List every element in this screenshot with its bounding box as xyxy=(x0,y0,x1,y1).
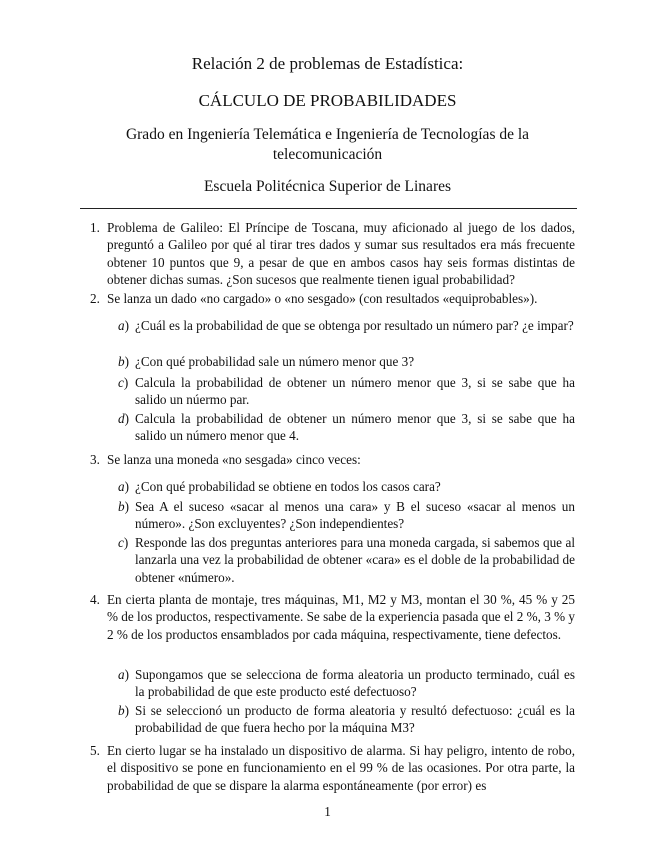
part-label: d) xyxy=(118,411,129,426)
part-text: Calcula la probabilidad de obtener un número menor que 3, si se sabe que ha salido un número menor que 4. xyxy=(135,411,575,444)
problem-2-part-a xyxy=(118,317,575,334)
problem-3-part-c xyxy=(118,534,575,586)
problem-3-part-a xyxy=(118,478,575,495)
part-label: a) xyxy=(118,318,129,333)
part-text: ¿Con qué probabilidad sale un número menor que 3? xyxy=(135,354,415,369)
part-text: Si se seleccionó un producto de forma aleatoria y resultó defectuoso: ¿cuál es la probabilidad de que fuera hecho por la máquina M3? xyxy=(135,703,575,736)
problem-4-part-a xyxy=(118,666,575,701)
part-text: ¿Cuál es la probabilidad de que se obtenga por resultado un número par? ¿e impar? xyxy=(135,318,574,333)
problem-number: 4. xyxy=(90,592,100,607)
degree-name: Grado en Ingeniería Telemática e Ingeniería de Tecnologías de la telecomunicación xyxy=(125,126,530,163)
part-text: Sea A el suceso «sacar al menos una cara» y B el suceso «sacar al menos un número». ¿Son excluyentes? ¿Son independientes? xyxy=(135,499,575,532)
part-label: b) xyxy=(118,354,129,369)
part-text: Supongamos que se selecciona de forma aleatoria un producto terminado, cuál es la probabilidad de que este producto esté defectuoso? xyxy=(135,667,575,700)
part-label: b) xyxy=(118,499,129,514)
problem-2-part-b xyxy=(118,353,575,370)
page-number: 1 xyxy=(324,804,331,819)
problem-3-part-b xyxy=(118,498,575,533)
problem-1 xyxy=(90,219,575,288)
problem-2-part-c xyxy=(118,374,575,409)
problem-2 xyxy=(90,290,575,307)
part-text: Responde las dos preguntas anteriores para una moneda cargada, si sabemos que al lanzarla una vez la probabilidad de obtener «cara» es el doble de la probabilidad de obtener «número». xyxy=(135,535,575,585)
problem-number: 2. xyxy=(90,291,100,306)
problem-2-part-d xyxy=(118,410,575,445)
part-label: a) xyxy=(118,479,129,494)
problem-number: 1. xyxy=(90,220,100,235)
problem-text: En cierta planta de montaje, tres máquinas, M1, M2 y M3, montan el 30 %, 45 % y 25 % de los productos, respectivamente. Se sabe de la experiencia pasada que el 2 %, 3 % y 2 % de los productos ensamblados por cada máquina, respectivamente, tiene defectos. xyxy=(107,592,575,642)
problem-text: Problema de Galileo: El Príncipe de Toscana, muy aficionado al juego de los dados, preguntó a Galileo por qué al tirar tres dados y sumar sus resultados era más frecuente obtener 10 puntos que 9, a pesar de que en ambos casos hay seis formas distintas de obtener dichas sumas. ¿Son sucesos que realmente tienen igual probabilidad? xyxy=(107,220,575,287)
problem-number: 5. xyxy=(90,743,100,758)
problem-text: En cierto lugar se ha instalado un dispositivo de alarma. Si hay peligro, intento de robo, el dispositivo se pone en funcionamiento en el 99 % de las ocasiones. Por otra parte, la probabilidad de que se dispare la alarma espontáneamente (por error) es xyxy=(107,743,575,793)
problem-text: Se lanza una moneda «no sesgada» cinco veces: xyxy=(107,452,361,467)
part-text: ¿Con qué probabilidad se obtiene en todos los casos cara? xyxy=(135,479,441,494)
problem-text: Se lanza un dado «no cargado» o «no sesgado» (con resultados «equiprobables»). xyxy=(107,291,538,306)
problem-4-part-b xyxy=(118,702,575,737)
part-label: a) xyxy=(118,667,129,682)
problem-number: 3. xyxy=(90,452,100,467)
part-label: b) xyxy=(118,703,129,718)
part-text: Calcula la probabilidad de obtener un número menor que 3, si se sabe que ha salido un núermo par. xyxy=(135,375,575,408)
document-title: Relación 2 de problemas de Estadística: xyxy=(191,54,464,73)
document-subtitle: CÁLCULO DE PROBABILIDADES xyxy=(198,91,457,110)
problem-4 xyxy=(90,591,575,643)
school-name: Escuela Politécnica Superior de Linares xyxy=(203,178,452,195)
header-divider xyxy=(80,208,577,209)
part-label: c) xyxy=(118,535,129,550)
problem-3 xyxy=(90,451,575,468)
part-label: c) xyxy=(118,375,129,390)
problem-5 xyxy=(90,742,575,794)
